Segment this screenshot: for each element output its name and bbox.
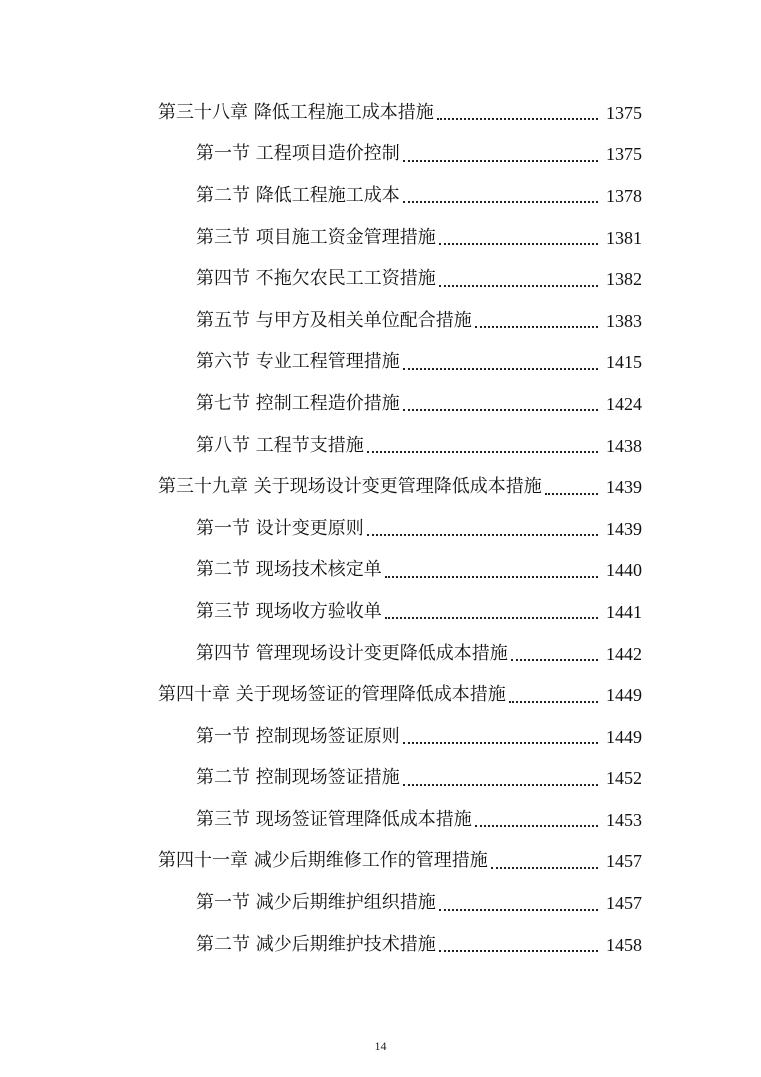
toc-section-entry [0,758,761,800]
toc-entry-page: 1424 [606,393,642,414]
toc-entry-page: 1375 [606,102,642,123]
toc-entry-page: 1438 [606,435,642,456]
dot-leader [403,159,598,162]
toc-chapter-entry [0,92,761,134]
toc-section-entry [0,716,761,758]
toc-section-entry [0,924,761,966]
toc-section-entry [0,633,761,675]
page-number: 14 [374,1039,387,1053]
toc-section-entry [0,342,761,384]
toc-entry-title: 第一节 减少后期维护组织措施 [196,892,436,914]
toc-entry-title: 第一节 设计变更原则 [196,517,364,539]
dot-leader [439,908,598,911]
toc-entry-title: 第三节 现场收方验收单 [196,600,382,622]
toc-entry-title: 第二节 降低工程施工成本 [196,184,400,206]
toc-entry-page: 1383 [606,310,642,331]
toc-section-entry [0,508,761,550]
dot-leader [403,367,598,370]
toc-entry-title: 第三十九章 关于现场设计变更管理降低成本措施 [158,476,542,498]
toc-entry-page: 1452 [606,768,642,789]
toc-entry-title: 第一节 控制现场签证原则 [196,725,400,747]
toc-entry-page: 1440 [606,560,642,581]
toc-entry-title: 第二节 控制现场签证措施 [196,767,400,789]
toc-entry-page: 1382 [606,269,642,290]
dot-leader [475,824,598,827]
toc-entry-title: 第二节 减少后期维护技术措施 [196,933,436,955]
toc-entry-title: 第四节 不拖欠农民工工资措施 [196,268,436,290]
toc-entry-page: 1415 [606,352,642,373]
toc-chapter-entry [0,841,761,883]
toc-entry-title: 第五节 与甲方及相关单位配合措施 [196,309,472,331]
toc-entry-page: 1378 [606,185,642,206]
toc-section-entry [0,383,761,425]
dot-leader [439,242,598,245]
toc-entry-page: 1439 [606,477,642,498]
toc-section-entry [0,591,761,633]
toc-section-entry [0,882,761,924]
toc-entry-page: 1457 [606,893,642,914]
dot-leader [403,741,598,744]
toc-entry-title: 第三十八章 降低工程施工成本措施 [158,101,434,123]
toc-section-entry [0,217,761,259]
dot-leader [367,533,598,536]
toc-entry-title: 第四十章 关于现场签证的管理降低成本措施 [158,684,506,706]
toc-entry-page: 1449 [606,726,642,747]
toc-entry-title: 第二节 现场技术核定单 [196,559,382,581]
toc-entry-page: 1441 [606,601,642,622]
toc-section-entry [0,425,761,467]
toc-section-entry [0,550,761,592]
dot-leader [491,866,598,869]
dot-leader [385,575,598,578]
dot-leader [437,117,598,120]
toc-section-entry [0,175,761,217]
toc-entry-title: 第八节 工程节支措施 [196,434,364,456]
dot-leader [475,325,598,328]
toc-entry-page: 1449 [606,685,642,706]
toc-chapter-entry [0,674,761,716]
toc-chapter-entry [0,466,761,508]
dot-leader [403,408,598,411]
toc-section-entry [0,799,761,841]
dot-leader [385,616,598,619]
toc-entry-page: 1381 [606,227,642,248]
dot-leader [509,700,598,703]
toc-entry-title: 第三节 项目施工资金管理措施 [196,226,436,248]
toc-entry-title: 第七节 控制工程造价措施 [196,392,400,414]
toc-entry-page: 1457 [606,851,642,872]
dot-leader [403,783,598,786]
dot-leader [545,492,598,495]
toc-entry-page: 1453 [606,809,642,830]
toc-entry-title: 第四节 管理现场设计变更降低成本措施 [196,642,508,664]
toc-section-entry [0,300,761,342]
toc-entry-page: 1375 [606,144,642,165]
toc-section-entry [0,134,761,176]
table-of-contents [0,92,761,965]
toc-entry-title: 第三节 现场签证管理降低成本措施 [196,808,472,830]
dot-leader [511,658,598,661]
toc-entry-page: 1458 [606,934,642,955]
dot-leader [439,284,598,287]
toc-entry-title: 第一节 工程项目造价控制 [196,143,400,165]
dot-leader [367,450,598,453]
dot-leader [439,949,598,952]
toc-entry-page: 1439 [606,518,642,539]
toc-section-entry [0,258,761,300]
dot-leader [403,200,598,203]
toc-entry-page: 1442 [606,643,642,664]
toc-entry-title: 第四十一章 减少后期维修工作的管理措施 [158,850,488,872]
toc-entry-title: 第六节 专业工程管理措施 [196,351,400,373]
